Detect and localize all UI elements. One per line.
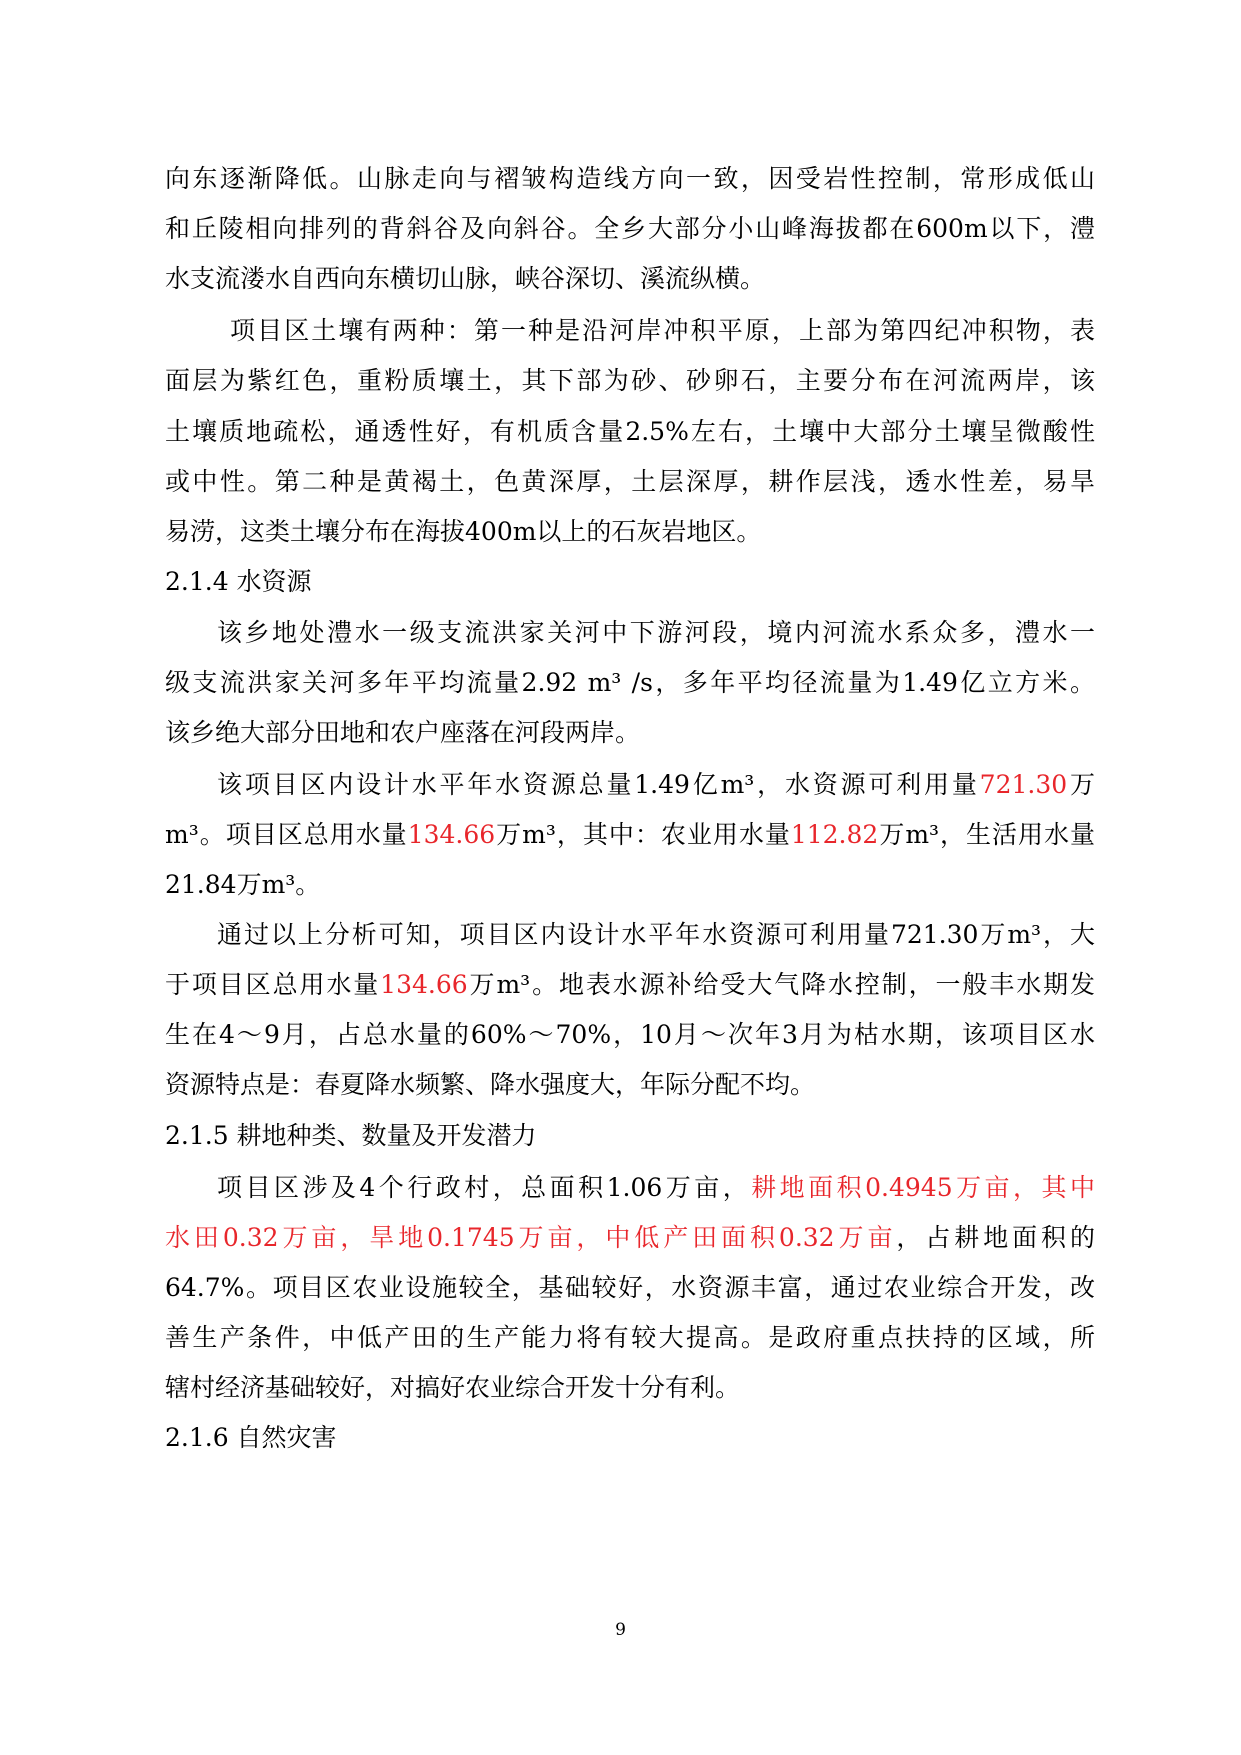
text-line	[165, 869, 1095, 901]
highlighted-text: 耕地面积0.4945万亩，其中	[751, 1173, 1095, 1202]
text-segment: 该项目区内设计水平年水资源总量1.49亿m³，水资源可利用量	[217, 770, 980, 799]
text-line	[165, 466, 1095, 498]
text-line	[165, 1069, 1095, 1101]
highlighted-text: 水田0.32万亩，旱地0.1745万亩，中低产田面积0.32万亩	[165, 1223, 897, 1252]
text-line	[165, 213, 1095, 245]
text-segment: 资源特点是：春夏降水频繁、降水强度大，年际分配不均。	[165, 1070, 816, 1099]
text-line	[165, 1019, 1095, 1051]
text-segment: 64.7%。项目区农业设施较全，基础较好，水资源丰富，通过农业综合开发，改	[165, 1273, 1095, 1302]
text-line	[230, 315, 1095, 347]
text-segment: 2.1.5 耕地种类、数量及开发潜力	[165, 1121, 537, 1150]
text-segment: 面层为紫红色，重粉质壤土，其下部为砂、砂卵石，主要分布在河流两岸，该	[165, 366, 1095, 395]
text-segment: 万m³，生活用水量	[878, 820, 1096, 849]
highlighted-text: 112.82	[790, 820, 879, 849]
text-segment: 水支流溇水自西向东横切山脉，峡谷深切、溪流纵横。	[165, 264, 766, 293]
text-line	[165, 163, 1095, 195]
text-line	[165, 1372, 1095, 1404]
text-segment: 项目区涉及4个行政村，总面积1.06万亩，	[217, 1173, 752, 1202]
text-segment: 2.1.4 水资源	[165, 567, 312, 596]
text-line	[165, 969, 1095, 1001]
page-number: 9	[615, 1620, 626, 1640]
text-line	[165, 819, 1095, 851]
text-segment: 万	[1067, 770, 1095, 799]
text-line	[165, 365, 1095, 397]
text-segment: 易涝，这类土壤分布在海拔400m以上的石灰岩地区。	[165, 517, 762, 546]
text-line	[165, 516, 1095, 548]
section-heading	[165, 566, 1095, 598]
text-line	[165, 1272, 1095, 1304]
text-segment: 和丘陵相向排列的背斜谷及向斜谷。全乡大部分小山峰海拔都在600m以下，澧	[165, 214, 1095, 243]
text-segment: 该乡地处澧水一级支流洪家关河中下游河段，境内河流水系众多，澧水一	[217, 618, 1095, 647]
text-line	[217, 617, 1095, 649]
text-segment: 级支流洪家关河多年平均流量2.92 m³ /s，多年平均径流量为1.49亿立方米。	[165, 668, 1095, 697]
text-line	[165, 667, 1095, 699]
text-line	[165, 1222, 1095, 1254]
section-heading	[165, 1422, 1095, 1454]
text-segment: 该乡绝大部分田地和农户座落在河段两岸。	[165, 718, 641, 747]
text-line	[165, 416, 1095, 448]
text-segment: 向东逐渐降低。山脉走向与褶皱构造线方向一致，因受岩性控制，常形成低山	[165, 164, 1095, 193]
text-segment: 万m³，其中：农业用水量	[495, 820, 791, 849]
text-segment: 通过以上分析可知，项目区内设计水平年水资源可利用量721.30万m³，大	[217, 920, 1095, 949]
text-segment: 辖村经济基础较好，对搞好农业综合开发十分有利。	[165, 1373, 741, 1402]
section-heading	[165, 1120, 1095, 1152]
text-line	[217, 919, 1095, 951]
text-segment: m³。项目区总用水量	[165, 820, 408, 849]
text-line	[165, 717, 1095, 749]
text-line	[217, 769, 1095, 801]
text-segment: 于项目区总用水量	[165, 970, 381, 999]
text-segment: ，占耕地面积的	[896, 1223, 1095, 1252]
highlighted-text: 721.30	[979, 770, 1068, 799]
text-segment: 21.84万m³。	[165, 870, 321, 899]
text-segment: 项目区土壤有两种：第一种是沿河岸冲积平原，上部为第四纪冲积物，表	[230, 316, 1095, 345]
text-line	[217, 1172, 1095, 1204]
highlighted-text: 134.66	[380, 970, 468, 999]
text-line	[165, 1322, 1095, 1354]
text-segment: 土壤质地疏松，通透性好，有机质含量2.5%左右，土壤中大部分土壤呈微酸性	[165, 417, 1095, 446]
text-segment: 生在4～9月，占总水量的60%～70%，10月～次年3月为枯水期，该项目区水	[165, 1020, 1095, 1049]
text-segment: 善生产条件，中低产田的生产能力将有较大提高。是政府重点扶持的区域，所	[165, 1323, 1095, 1352]
text-segment: 或中性。第二种是黄褐土，色黄深厚，土层深厚，耕作层浅，透水性差，易旱	[165, 467, 1095, 496]
highlighted-text: 134.66	[407, 820, 496, 849]
text-segment: 万m³。地表水源补给受大气降水控制，一般丰水期发	[467, 970, 1095, 999]
text-segment: 2.1.6 自然灾害	[165, 1423, 337, 1452]
text-line	[165, 263, 1095, 295]
